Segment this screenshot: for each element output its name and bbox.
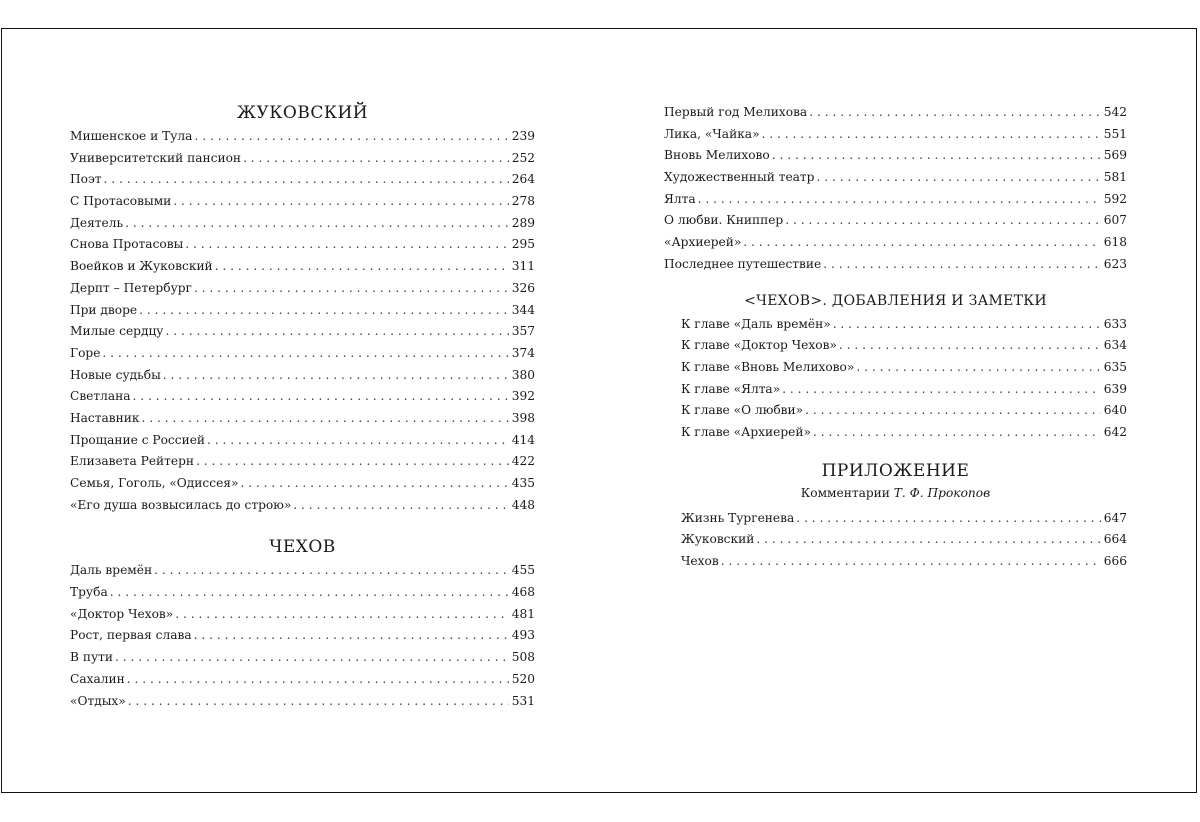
toc-entry (664, 379, 1127, 401)
toc-leader-dots (154, 560, 509, 582)
toc-entry-title: Мишенское и Тула (70, 129, 193, 143)
toc-entry-page: 239 (511, 129, 535, 143)
toc-entry (70, 560, 535, 582)
toc-entry (70, 669, 535, 691)
toc-leader-dots (813, 422, 1101, 444)
toc-entry-title: Художественный театр (664, 170, 815, 185)
toc-leader-dots (110, 582, 509, 604)
toc-entry-title: В пути (70, 650, 113, 665)
toc-entry-page: 398 (511, 410, 535, 425)
toc-entry-page: 633 (1103, 316, 1127, 331)
toc-entry-page: 392 (511, 389, 535, 404)
toc-entry-page: 623 (1103, 256, 1127, 271)
toc-leader-dots (141, 408, 508, 430)
toc-entry-page: 618 (1103, 235, 1127, 250)
toc-entry-title: «Архиерей» (664, 235, 742, 250)
toc-entry (70, 430, 535, 452)
toc-leader-dots (785, 210, 1101, 232)
toc-entry-page: 357 (511, 324, 535, 339)
toc-entry-page: 542 (1103, 105, 1127, 119)
toc-entry-page: 278 (511, 194, 535, 209)
toc-entry-page: 380 (511, 367, 535, 382)
section-title-chekhov: ЧЕХОВ (269, 537, 336, 558)
toc-entry (664, 189, 1127, 211)
toc-entry-title: «Его душа возвысилась до строю» (70, 497, 292, 512)
toc-entry-title: При дворе (70, 302, 138, 317)
toc-leader-dots (782, 379, 1101, 401)
toc-leader-dots (207, 430, 509, 452)
toc-entry-page: 642 (1103, 424, 1127, 439)
toc-entry-title: Рост, первая слава (70, 628, 192, 643)
toc-entry-page: 551 (1103, 126, 1127, 141)
toc-leader-dots (823, 254, 1101, 276)
toc-leader-dots (816, 167, 1100, 189)
toc-entry-title: Новые судьбы (70, 367, 161, 382)
toc-entry-title: Светлана (70, 389, 131, 404)
toc-entry-page: 344 (511, 302, 535, 317)
toc-entry (70, 300, 535, 322)
toc-entry (664, 210, 1127, 232)
toc-entry-page: 295 (511, 237, 535, 252)
toc-entry-page: 422 (511, 454, 535, 469)
toc-entry-title: Университетский пансион (70, 150, 242, 165)
toc-entry-title: Деятель (70, 215, 124, 230)
toc-entry-title: Жизнь Тургенева (681, 510, 795, 525)
toc-entry-title: Чехов (681, 554, 719, 568)
toc-entry-page: 374 (511, 345, 535, 360)
toc-entry (664, 400, 1127, 422)
toc-entry-page: 607 (1103, 213, 1127, 228)
toc-entry (70, 473, 535, 495)
toc-leader-dots (133, 386, 509, 408)
toc-entry-page: 311 (511, 259, 535, 274)
toc-entry-title: О любви. Книппер (664, 213, 784, 228)
toc-entry-title: С Протасовыми (70, 194, 172, 209)
toc-entry-page: 468 (511, 585, 535, 600)
section-title-appendix: ПРИЛОЖЕНИЕ (821, 460, 970, 481)
toc-leader-dots (772, 145, 1101, 167)
toc-entry (70, 582, 535, 604)
toc-entry-title: Вновь Мелихово (664, 148, 770, 163)
toc-entry-page: 634 (1103, 338, 1127, 353)
toc-leader-dots (856, 357, 1100, 379)
toc-entry-title: Дерпт – Петербург (70, 280, 192, 295)
toc-entry-title: Первый год Мелихова (664, 105, 808, 119)
toc-leader-dots (125, 213, 509, 235)
toc-entry (70, 495, 535, 517)
toc-entry-page: 264 (511, 172, 535, 187)
toc-entry-title: «Доктор Чехов» (70, 606, 174, 621)
toc-entry-page: 289 (511, 215, 535, 230)
toc-leader-dots (139, 300, 509, 322)
toc-leader-dots (833, 314, 1101, 336)
toc-entry (664, 508, 1127, 530)
toc-entry (70, 647, 535, 669)
toc-leader-dots (293, 495, 508, 517)
toc-leader-dots (115, 647, 509, 669)
toc-entry-page: 520 (511, 671, 535, 686)
toc-leader-dots (165, 321, 508, 343)
toc-entry-title: Лика, «Чайка» (664, 126, 760, 141)
appendix-list (664, 508, 1127, 573)
toc-leader-dots (173, 191, 508, 213)
toc-leader-dots (185, 234, 508, 256)
toc-entry-page: 639 (1103, 381, 1127, 396)
toc-entry (664, 232, 1127, 254)
left-column (70, 100, 535, 712)
toc-leader-dots (215, 256, 509, 278)
toc-entry-title: Елизавета Рейтерн (70, 454, 195, 469)
toc-leader-dots (127, 669, 509, 691)
toc-leader-dots (194, 625, 509, 647)
toc-entry-page: 455 (511, 563, 535, 578)
toc-entry (70, 343, 535, 365)
toc-leader-dots (104, 169, 509, 191)
toc-entry (664, 124, 1127, 146)
toc-entry-title: Милые сердцу (70, 324, 164, 339)
toc-entry-page: 664 (1103, 532, 1127, 547)
toc-leader-dots (805, 400, 1101, 422)
appendix-subtitle-prefix: Комментарии (800, 485, 890, 500)
toc-entry-page: 508 (511, 650, 535, 665)
zhukovsky-list (70, 126, 535, 516)
toc-leader-dots (243, 148, 509, 170)
toc-entry-page: 435 (511, 476, 535, 490)
toc-leader-dots (240, 473, 508, 495)
toc-entry (70, 278, 535, 300)
right-column (664, 102, 1127, 573)
toc-entry (70, 234, 535, 256)
toc-entry-page: 581 (1103, 170, 1127, 185)
toc-entry-title: Жуковский (681, 532, 755, 547)
toc-leader-dots (756, 529, 1100, 551)
toc-entry-title: Воейков и Жуковский (70, 259, 213, 274)
toc-entry (70, 191, 535, 213)
toc-leader-dots (839, 335, 1101, 357)
toc-entry-page: 531 (511, 693, 535, 708)
toc-entry (70, 169, 535, 191)
toc-entry (70, 451, 535, 473)
toc-entry (70, 256, 535, 278)
toc-entry-page: 592 (1103, 191, 1127, 206)
toc-entry-title: К главе «Даль времён» (681, 316, 831, 331)
toc-leader-dots (762, 124, 1101, 146)
toc-entry-page: 326 (511, 280, 535, 295)
toc-entry (70, 321, 535, 343)
toc-entry-page: 640 (1103, 403, 1127, 418)
appendix-subtitle (664, 484, 1127, 502)
toc-entry-title: Наставник (70, 410, 140, 425)
toc-entry-page: 647 (1103, 510, 1127, 525)
toc-entry-page: 448 (511, 497, 535, 512)
toc-entry-title: «Отдых» (70, 693, 126, 708)
toc-leader-dots (196, 451, 509, 473)
toc-entry-title: К главе «Ялта» (681, 381, 781, 396)
toc-entry-title: К главе «О любви» (681, 403, 804, 418)
toc-leader-dots (809, 102, 1101, 124)
toc-entry (70, 625, 535, 647)
additions-list (664, 314, 1127, 444)
toc-leader-dots (102, 343, 508, 365)
toc-leader-dots (743, 232, 1100, 254)
toc-entry (70, 408, 535, 430)
toc-entry-title: К главе «Доктор Чехов» (681, 338, 837, 353)
toc-entry-title: Ялта (664, 191, 696, 206)
toc-entry (664, 254, 1127, 276)
toc-entry-page: 414 (511, 432, 535, 447)
toc-leader-dots (194, 126, 508, 148)
toc-entry (664, 357, 1127, 379)
section-title-zhukovsky: ЖУКОВСКИЙ (236, 103, 369, 123)
toc-entry (664, 335, 1127, 357)
toc-leader-dots (721, 551, 1101, 573)
toc-entry-title: Прощание с Россией (70, 432, 206, 447)
toc-leader-dots (796, 508, 1100, 530)
chekhov-cont-list (664, 102, 1127, 276)
toc-entry-title: Семья, Гоголь, «Одиссея» (70, 476, 239, 490)
toc-entry (70, 148, 535, 170)
toc-leader-dots (194, 278, 509, 300)
toc-leader-dots (163, 365, 509, 387)
toc-entry (664, 314, 1127, 336)
toc-entry-title: К главе «Архиерей» (681, 424, 811, 439)
toc-leader-dots (128, 691, 509, 713)
toc-entry (70, 213, 535, 235)
toc-entry-page: 569 (1103, 148, 1127, 163)
toc-entry-page: 493 (511, 628, 535, 643)
toc-leader-dots (698, 189, 1101, 211)
toc-entry-title: Труба (70, 585, 108, 600)
toc-entry-title: Снова Протасовы (70, 237, 184, 252)
toc-entry (664, 529, 1127, 551)
toc-entry (70, 126, 535, 148)
toc-entry (70, 386, 535, 408)
toc-entry (664, 102, 1127, 124)
toc-entry-title: Последнее путешествие (664, 256, 822, 271)
toc-entry (70, 365, 535, 387)
toc-entry-title: Даль времён (70, 563, 153, 578)
toc-entry-title: Поэт (70, 172, 102, 187)
appendix-subtitle-author: Т. Ф. Прокопов (893, 485, 991, 500)
toc-entry (664, 145, 1127, 167)
toc-entry-page: 481 (511, 606, 535, 621)
toc-entry (70, 604, 535, 626)
toc-entry-page: 666 (1103, 554, 1127, 568)
toc-entry-title: К главе «Вновь Мелихово» (681, 359, 855, 374)
toc-entry-title: Сахалин (70, 671, 125, 686)
toc-entry (70, 691, 535, 713)
toc-entry-page: 252 (511, 150, 535, 165)
toc-entry (664, 167, 1127, 189)
toc-entry (664, 551, 1127, 573)
toc-entry-page: 635 (1103, 359, 1127, 374)
toc-entry-title: Горе (70, 345, 101, 360)
section-title-additions: <ЧЕХОВ>. ДОБАВЛЕНИЯ И ЗАМЕТКИ (744, 292, 1047, 309)
toc-entry (664, 422, 1127, 444)
chekhov-list (70, 560, 535, 712)
toc-leader-dots (175, 604, 508, 626)
